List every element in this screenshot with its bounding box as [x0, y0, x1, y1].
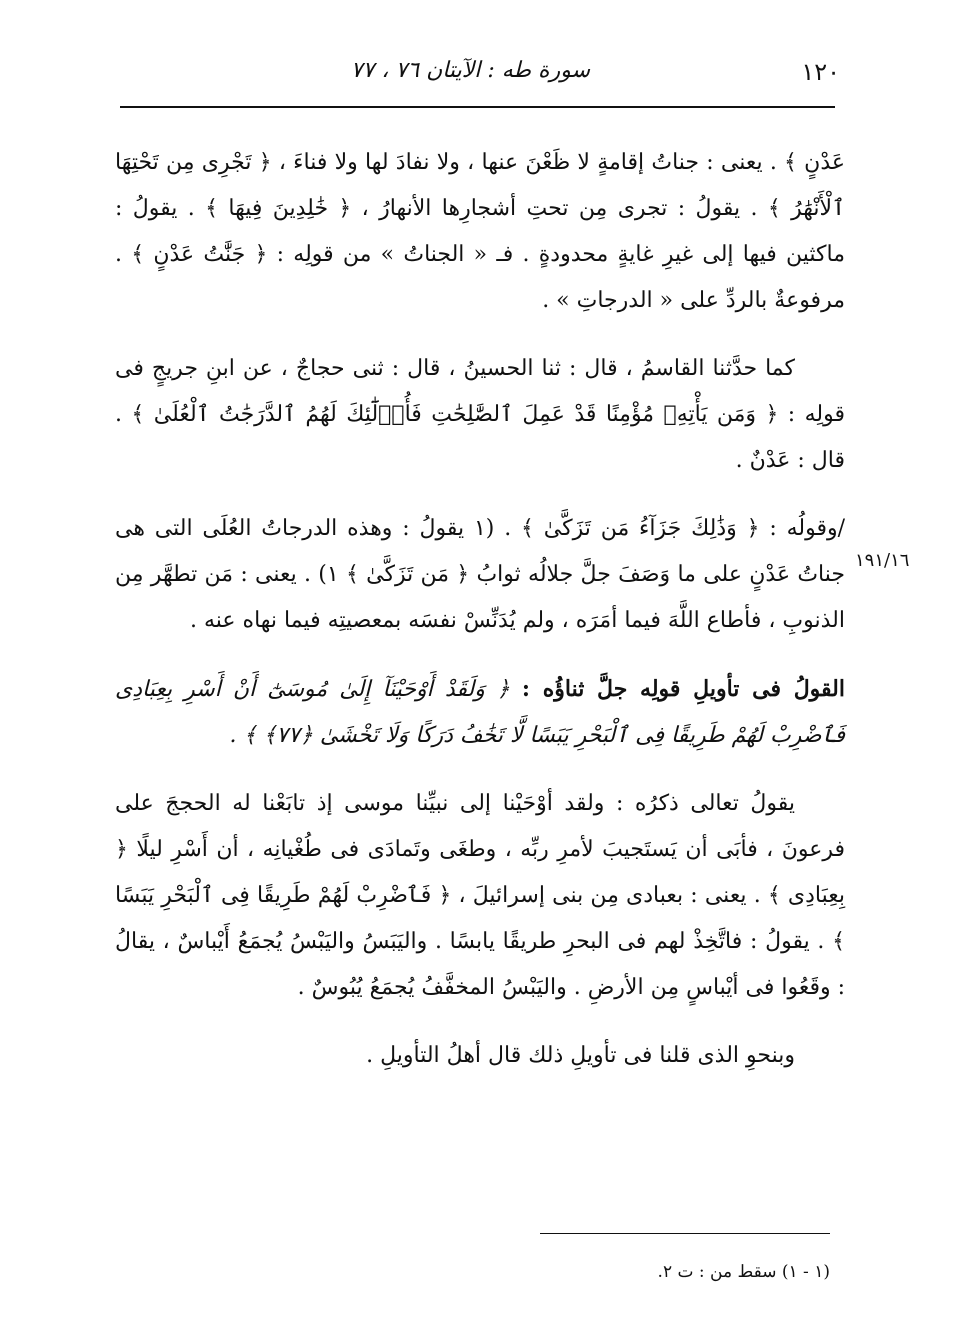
section-heading-paragraph — [115, 666, 845, 759]
running-title: سورة طه : الآيتان ٧٦ ، ٧٧ — [350, 58, 590, 83]
section-heading: القولُ فى تأويلِ قولِه جلَّ ثناؤُه : — [521, 676, 845, 702]
page-number: ١٢٠ — [801, 58, 840, 86]
footnote-rule — [540, 1233, 830, 1234]
paragraph: /وقولُه : ﴿ وَذَٰلِكَ جَزَآءُ مَن تَزَكَّىٰ ﴾ . (١ يقولُ : وهذه الدرجاتُ العُلَى التى هى جناتُ عَدْنٍ على ما وَصَفَ جلَّ جلالُه ثوابُ ﴿ مَن تَزَكَّىٰ ﴾ ١) . يعنى : مَن تطهَّر مِن الذنوبِ ، فأطاع اللَّهَ فيما أمَرَه ، ولم يُدَنِّسْ نفسَه بمعصيتِه فيما نهاه عنه . — [115, 516, 845, 633]
margin-reference: ١٩١/١٦ — [855, 550, 910, 571]
footnote: (١ - ١) سقط من : ت ٢. — [657, 1262, 830, 1282]
paragraph: يقولُ تعالى ذكرُه : ولقد أوْحَيْنا إلى نبيِّنا موسى إذ تابَعْنا له الحججَ على فرعونَ ، فأبَى أن يَستَجيبَ لأمرِ ربِّه ، وطغَى وتَمادَى فى طُغْيانِه ، أن أَسْرِ ليلًا ﴿ بِعِبَادِى ﴾ . يعنى : بعبادى مِن بنى إسرائيلَ ، ﴿ فَٱضْرِبْ لَهُمْ طَرِيقًا فِى ٱلْبَحْرِ يَبَسًا ﴾ . يقولُ : فاتَّخِذْ لهم فى البحرِ طريقًا يابسًا . واليَبَسُ واليَبْسُ يُجمَعُ أَيْباسٌ ، يقالُ : وقَعُوا فى أيْباسٍ مِن الأرضِ . واليَبْسُ المخفَّفُ يُجمَعُ يُبُوسٌ . — [115, 791, 845, 1000]
main-text — [115, 140, 845, 1101]
paragraph: كما حدَّثنا القاسمُ ، قال : ثنا الحسينُ ، قال : ثنى حجاجٌ ، عن ابنِ جريجٍ فى قولِه : ﴿ وَمَن يَأْتِهِۦ مُؤْمِنًا قَدْ عَمِلَ ٱلصَّٰلِحَٰتِ فَأُو۟لَٰٓئِكَ لَهُمُ ٱلدَّرَجَٰتُ ٱلْعُلَىٰ ﴾ . قال : عَدْنٌ . — [115, 356, 845, 473]
page-header — [120, 58, 840, 98]
paragraph: وبنحوِ الذى قلنا فى تأويلِ ذلك قال أهلُ التأويلِ . — [366, 1043, 795, 1068]
paragraph: عَدْنٍ ﴾ . يعنى : جناتُ إقامةٍ لا ظَعْنَ عنها ، ولا نفادَ لها ولا فناءَ ، ﴿ تَجْرِى مِن تَحْتِهَا ٱلْأَنْهَٰرُ ﴾ . يقولُ : تجرى مِن تحتِ أشجارِها الأنهارُ ، ﴿ خَٰلِدِينَ فِيهَا ﴾ . يقولُ : ماكثين فيها إلى غيرِ غايةٍ محدودةٍ . فـ « الجناتُ » من قولِه : ﴿ جَنَّٰتُ عَدْنٍ ﴾ . مرفوعةٌ بالردِّ على « الدرجاتِ » . — [115, 150, 845, 313]
header-rule — [120, 106, 835, 108]
quran-verse: ﴿ وَلَقَدْ أَوْحَيْنَآ إِلَىٰ مُوسَىٰٓ أَنْ أَسْرِ بِعِبَادِى فَٱضْرِبْ لَهُمْ طَرِيقًا فِى ٱلْبَحْرِ يَبَسًا لَّا تَخَٰفُ دَرَكًا وَلَا تَخْشَىٰ ﴿٧٧﴾ ﴾ . — [115, 677, 845, 748]
